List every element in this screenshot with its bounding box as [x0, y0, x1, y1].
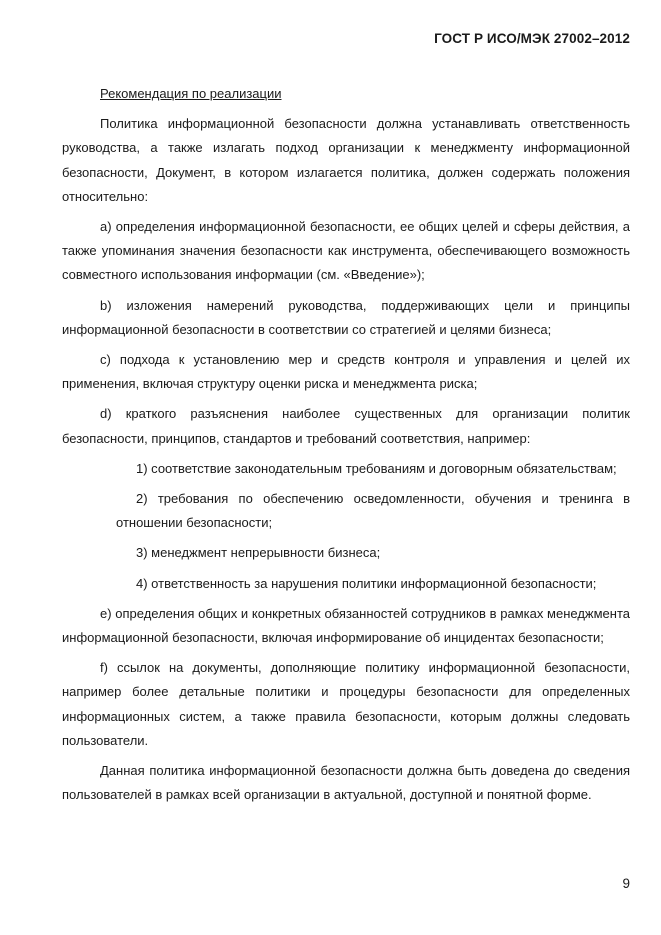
list-item-f: f) ссылок на документы, дополняющие политику информационной безопасности, например более детальные политики и процедуры безопасности для определенных информационных систем, а также правила безопасности, которым должны следовать пользователи.	[62, 660, 630, 748]
page-number: 9	[622, 876, 630, 891]
list-item-b: b) изложения намерений руководства, поддерживающих цели и принципы информационной безопасности в соответствии со стратегией и целями бизнеса;	[62, 297, 630, 337]
list-item-a: a) определения информационной безопасности, ее общих целей и сферы действия, а также упоминания значения безопасности как инструмента, обеспечивающего возможность совместного использования информации (см. «Введение»);	[62, 219, 630, 283]
document-body	[62, 82, 630, 807]
list-item-e: e) определения общих и конкретных обязанностей сотрудников в рамках менеджмента информационной безопасности, включая информирование об инцидентах безопасности;	[62, 605, 630, 646]
section-heading: Рекомендация по реализации	[100, 86, 282, 101]
closing-paragraph: Данная политика информационной безопасности должна быть доведена до сведения пользователей в рамках всей организации в актуальной, доступной и понятной форме.	[62, 763, 630, 803]
list-item-d4: 4) ответственность за нарушения политики информационной безопасности;	[136, 575, 597, 591]
list-item-d3: 3) менеджмент непрерывности бизнеса;	[136, 545, 381, 561]
list-item-d1: 1) соответствие законодательным требованиям и договорным обязательствам;	[136, 460, 617, 476]
list-item-d2: 2) требования по обеспечению осведомленности, обучения и тренинга в отношении безопасности;	[116, 491, 630, 531]
intro-paragraph: Политика информационной безопасности должна устанавливать ответственность руководства, а также излагать подход организации к менеджменту информационной безопасности, Документ, в котором излагается политика, должен содержать положения относительно:	[62, 116, 630, 204]
list-item-c: c) подхода к установлению мер и средств контроля и управления и целей их применения, включая структуру оценки риска и менеджмента риска;	[62, 352, 630, 392]
standard-header: ГОСТ Р ИСО/МЭК 27002–2012	[434, 31, 630, 46]
list-item-d: d) краткого разъяснения наиболее существенных для организации политик безопасности, принципов, стандартов и требований соответствия, например:	[62, 406, 630, 446]
